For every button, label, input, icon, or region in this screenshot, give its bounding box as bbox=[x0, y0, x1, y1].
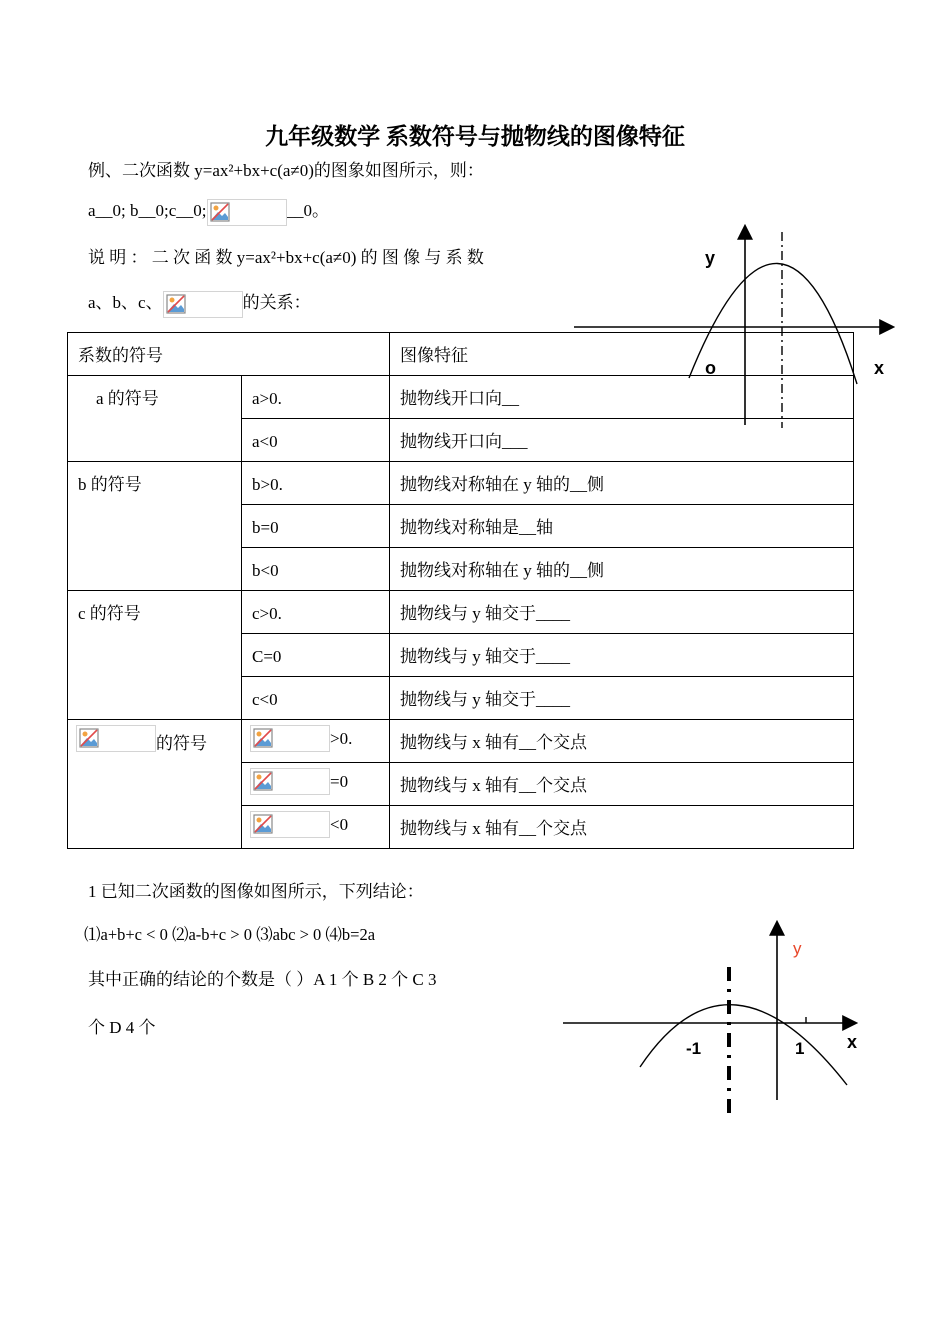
parabola-graph-2 bbox=[555, 915, 875, 1123]
parabola-curve bbox=[640, 1005, 847, 1085]
feature-cell: 抛物线与 y 轴交于____ bbox=[390, 591, 854, 634]
group-label-cell: c 的符号 bbox=[68, 591, 242, 720]
feature-cell: 抛物线对称轴在 y 轴的__侧 bbox=[390, 548, 854, 591]
condition-cell: a>0. bbox=[242, 376, 390, 419]
feature-cell: 抛物线开口向__ bbox=[390, 376, 854, 419]
condition-cell: c>0. bbox=[242, 591, 390, 634]
condition-cell: c<0 bbox=[242, 677, 390, 720]
group-label-cell: b 的符号 bbox=[68, 462, 242, 591]
example-line-2 bbox=[88, 196, 329, 226]
feature-cell: 抛物线与 x 轴有__个交点 bbox=[390, 806, 854, 849]
example-line-4-suffix: 的关系： bbox=[242, 293, 311, 312]
table-header-cell: 系数的符号 bbox=[68, 333, 390, 376]
broken-image-icon bbox=[163, 291, 243, 318]
feature-cell: 抛物线与 x 轴有__个交点 bbox=[390, 720, 854, 763]
broken-image-icon bbox=[250, 768, 330, 795]
condition-cell: =0 bbox=[242, 763, 390, 806]
example-line-3: 说 明 ： 二 次 函 数 y=ax²+bx+c(a≠0) 的 图 像 与 系 数 bbox=[88, 248, 484, 267]
problem-line-1: 1 已知二次函数的图像如图所示，下列结论： bbox=[88, 882, 424, 901]
broken-image-icon bbox=[250, 725, 330, 752]
condition-cell: b=0 bbox=[242, 505, 390, 548]
example-line-2-suffix: __0。 bbox=[286, 201, 330, 220]
feature-cell: 抛物线对称轴在 y 轴的__侧 bbox=[390, 462, 854, 505]
y-axis-label: y bbox=[705, 248, 716, 268]
condition-cell: b>0. bbox=[242, 462, 390, 505]
x-axis-label: x bbox=[847, 1032, 858, 1052]
parabola-graph-1 bbox=[560, 222, 905, 434]
problem-line-2: ⑴a+b+c < 0 ⑵a-b+c > 0 ⑶abc > 0 ⑷b=2a bbox=[84, 925, 376, 944]
feature-cell: 抛物线对称轴是__轴 bbox=[390, 505, 854, 548]
condition-cell: b<0 bbox=[242, 548, 390, 591]
broken-image-icon bbox=[250, 811, 330, 838]
problem-line-3: 其中正确的结论的个数是（ ）A 1 个 B 2 个 C 3 bbox=[88, 970, 437, 989]
one-label: 1 bbox=[795, 1039, 805, 1058]
table-header-cell: 图像特征 bbox=[390, 333, 854, 376]
condition-cell: a<0 bbox=[242, 419, 390, 462]
y-axis-label: y bbox=[793, 939, 802, 958]
example-line-4-prefix: a、b、c、 bbox=[88, 293, 163, 312]
feature-cell: 抛物线与 y 轴交于____ bbox=[390, 634, 854, 677]
feature-cell: 抛物线与 x 轴有__个交点 bbox=[390, 763, 854, 806]
group-label-cell: a 的符号 bbox=[68, 376, 242, 462]
feature-cell: 抛物线开口向___ bbox=[390, 419, 854, 462]
condition-cell: >0. bbox=[242, 720, 390, 763]
table-row bbox=[68, 591, 854, 634]
table-row bbox=[68, 462, 854, 505]
condition-cell: C=0 bbox=[242, 634, 390, 677]
group-label-cell: 的符号 bbox=[68, 720, 242, 849]
neg-one-label: -1 bbox=[686, 1039, 702, 1058]
feature-cell: 抛物线与 y 轴交于____ bbox=[390, 677, 854, 720]
condition-cell: <0 bbox=[242, 806, 390, 849]
example-line-4 bbox=[88, 288, 311, 318]
table-row bbox=[68, 720, 854, 763]
page-title: 九年级数学 系数符号与抛物线的图像特征 bbox=[265, 124, 685, 149]
origin-label: o bbox=[705, 358, 716, 378]
example-line-2-prefix: a__0; b__0;c__0; bbox=[88, 201, 207, 220]
broken-image-icon bbox=[207, 199, 287, 226]
broken-image-icon bbox=[76, 725, 156, 752]
problem-line-4: 个 D 4 个 bbox=[88, 1018, 156, 1037]
x-axis-label: x bbox=[874, 358, 885, 378]
example-line-1: 例、二次函数 y=ax²+bx+c(a≠0)的图象如图所示，则： bbox=[88, 161, 484, 180]
